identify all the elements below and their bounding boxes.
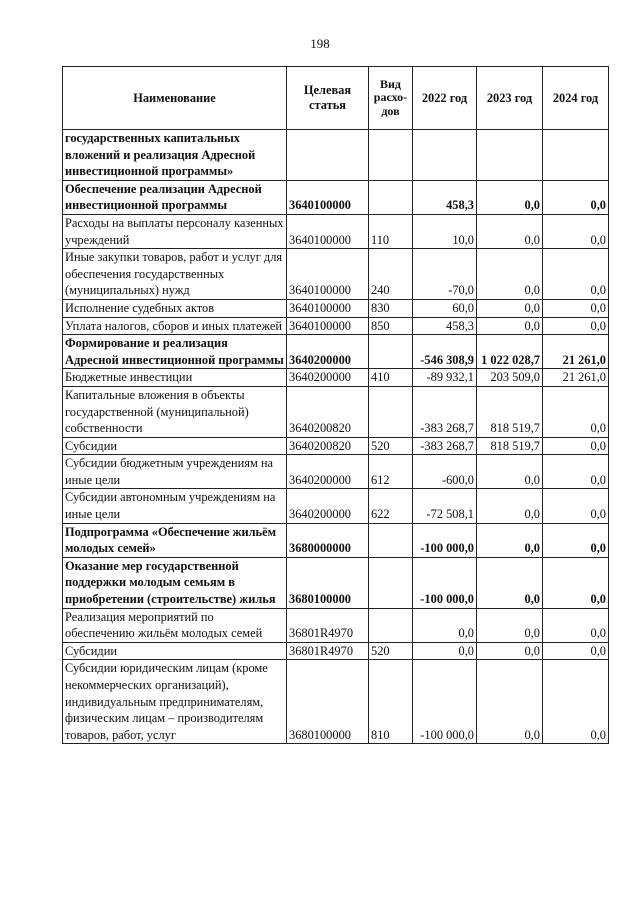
cell-2024: 0,0 [543, 608, 609, 642]
cell-2022: 458,3 [413, 180, 477, 214]
cell-code: 3640100000 [287, 249, 369, 300]
cell-type: 410 [369, 369, 413, 387]
cell-name: Формирование и реализация Адресной инвестиционной программы [63, 335, 287, 369]
cell-2022: -70,0 [413, 249, 477, 300]
budget-table [62, 66, 609, 744]
cell-2022 [413, 130, 477, 181]
cell-code: 3680000000 [287, 523, 369, 557]
cell-code: 36801R4970 [287, 642, 369, 660]
cell-2022: 10,0 [413, 214, 477, 248]
table-row [63, 299, 609, 317]
cell-code: 3640100000 [287, 299, 369, 317]
table-row [63, 455, 609, 489]
cell-2022: -600,0 [413, 455, 477, 489]
header-name: Наименование [63, 67, 287, 130]
cell-type: 612 [369, 455, 413, 489]
cell-2022: 60,0 [413, 299, 477, 317]
cell-2024: 21 261,0 [543, 335, 609, 369]
cell-2023: 818 519,7 [477, 437, 543, 455]
cell-name: Иные закупки товаров, работ и услуг для обеспечения государственных (муниципальных) нужд [63, 249, 287, 300]
cell-2023: 0,0 [477, 455, 543, 489]
header-code: Целевая статья [287, 67, 369, 130]
cell-type: 240 [369, 249, 413, 300]
cell-2023: 818 519,7 [477, 386, 543, 437]
cell-2023: 0,0 [477, 489, 543, 523]
cell-type [369, 130, 413, 181]
table-row [63, 489, 609, 523]
cell-name: Расходы на выплаты персоналу казенных учреждений [63, 214, 287, 248]
cell-2024: 0,0 [543, 249, 609, 300]
table-row [63, 369, 609, 387]
table-row [63, 660, 609, 744]
cell-type [369, 386, 413, 437]
cell-2023: 0,0 [477, 608, 543, 642]
cell-2022: -89 932,1 [413, 369, 477, 387]
cell-2023: 0,0 [477, 642, 543, 660]
cell-name: Бюджетные инвестиции [63, 369, 287, 387]
cell-name: Подпрограмма «Обеспечение жильём молодых семей» [63, 523, 287, 557]
cell-2024: 0,0 [543, 523, 609, 557]
table-row [63, 608, 609, 642]
cell-name: Субсидии [63, 437, 287, 455]
cell-2023: 0,0 [477, 180, 543, 214]
cell-type [369, 335, 413, 369]
cell-type: 520 [369, 437, 413, 455]
cell-code: 3640200000 [287, 455, 369, 489]
cell-type: 622 [369, 489, 413, 523]
header-type: Вид расхо-дов [369, 67, 413, 130]
cell-code: 3640200000 [287, 369, 369, 387]
cell-2023: 0,0 [477, 249, 543, 300]
cell-2024: 0,0 [543, 386, 609, 437]
cell-2024: 0,0 [543, 299, 609, 317]
cell-type: 110 [369, 214, 413, 248]
cell-name: Обеспечение реализации Адресной инвестиционной программы [63, 180, 287, 214]
cell-name: Исполнение судебных актов [63, 299, 287, 317]
cell-2022: -100 000,0 [413, 523, 477, 557]
header-2023: 2023 год [477, 67, 543, 130]
table-row [63, 249, 609, 300]
cell-name: государственных капитальных вложений и реализация Адресной инвестиционной программы» [63, 130, 287, 181]
table-row [63, 557, 609, 608]
cell-type [369, 608, 413, 642]
cell-name: Субсидии автономным учреждениям на иные цели [63, 489, 287, 523]
table-row [63, 214, 609, 248]
cell-2024: 0,0 [543, 660, 609, 744]
table-row [63, 437, 609, 455]
cell-type: 850 [369, 317, 413, 335]
cell-2022: -100 000,0 [413, 660, 477, 744]
cell-2022: 0,0 [413, 642, 477, 660]
cell-2022: 458,3 [413, 317, 477, 335]
table-row [63, 130, 609, 181]
cell-2023: 203 509,0 [477, 369, 543, 387]
header-2024: 2024 год [543, 67, 609, 130]
cell-2024: 0,0 [543, 489, 609, 523]
cell-name: Субсидии бюджетным учреждениям на иные цели [63, 455, 287, 489]
cell-2023 [477, 130, 543, 181]
cell-2022: 0,0 [413, 608, 477, 642]
table-body [63, 130, 609, 744]
cell-2024: 0,0 [543, 557, 609, 608]
page-number: 198 [310, 36, 330, 51]
cell-2024 [543, 130, 609, 181]
cell-2024: 0,0 [543, 317, 609, 335]
cell-2023: 1 022 028,7 [477, 335, 543, 369]
table-row [63, 523, 609, 557]
cell-type [369, 523, 413, 557]
cell-2022: -383 268,7 [413, 437, 477, 455]
cell-name: Оказание мер государственной поддержки молодым семьям в приобретении (строительстве) жилья [63, 557, 287, 608]
cell-code: 3640100000 [287, 317, 369, 335]
cell-code: 3640200820 [287, 437, 369, 455]
cell-type: 830 [369, 299, 413, 317]
cell-code: 3640200000 [287, 489, 369, 523]
cell-code: 3640200000 [287, 335, 369, 369]
cell-2023: 0,0 [477, 317, 543, 335]
cell-type: 810 [369, 660, 413, 744]
header-2022: 2022 год [413, 67, 477, 130]
cell-code: 36801R4970 [287, 608, 369, 642]
table-row [63, 180, 609, 214]
table-row [63, 386, 609, 437]
cell-name: Субсидии юридическим лицам (кроме некоммерческих организаций), индивидуальным предпринимателям, физическим лицам – производителям товаров, работ, услуг [63, 660, 287, 744]
cell-2023: 0,0 [477, 523, 543, 557]
cell-2024: 21 261,0 [543, 369, 609, 387]
cell-2022: -546 308,9 [413, 335, 477, 369]
cell-name: Капитальные вложения в объекты государственной (муниципальной) собственности [63, 386, 287, 437]
cell-code: 3640200820 [287, 386, 369, 437]
cell-name: Субсидии [63, 642, 287, 660]
cell-2024: 0,0 [543, 437, 609, 455]
cell-2022: -100 000,0 [413, 557, 477, 608]
cell-2022: -383 268,7 [413, 386, 477, 437]
cell-2024: 0,0 [543, 180, 609, 214]
table-header-row [63, 67, 609, 130]
cell-2024: 0,0 [543, 455, 609, 489]
cell-code [287, 130, 369, 181]
cell-type [369, 557, 413, 608]
cell-code: 3640100000 [287, 214, 369, 248]
table-row [63, 317, 609, 335]
cell-name: Реализация мероприятий по обеспечению жильём молодых семей [63, 608, 287, 642]
table-row [63, 335, 609, 369]
cell-2023: 0,0 [477, 214, 543, 248]
cell-code: 3680100000 [287, 660, 369, 744]
cell-2024: 0,0 [543, 642, 609, 660]
cell-code: 3640100000 [287, 180, 369, 214]
cell-code: 3680100000 [287, 557, 369, 608]
cell-2023: 0,0 [477, 557, 543, 608]
cell-type: 520 [369, 642, 413, 660]
cell-2022: -72 508,1 [413, 489, 477, 523]
cell-2024: 0,0 [543, 214, 609, 248]
table-row [63, 642, 609, 660]
cell-2023: 0,0 [477, 660, 543, 744]
cell-name: Уплата налогов, сборов и иных платежей [63, 317, 287, 335]
cell-type [369, 180, 413, 214]
cell-2023: 0,0 [477, 299, 543, 317]
